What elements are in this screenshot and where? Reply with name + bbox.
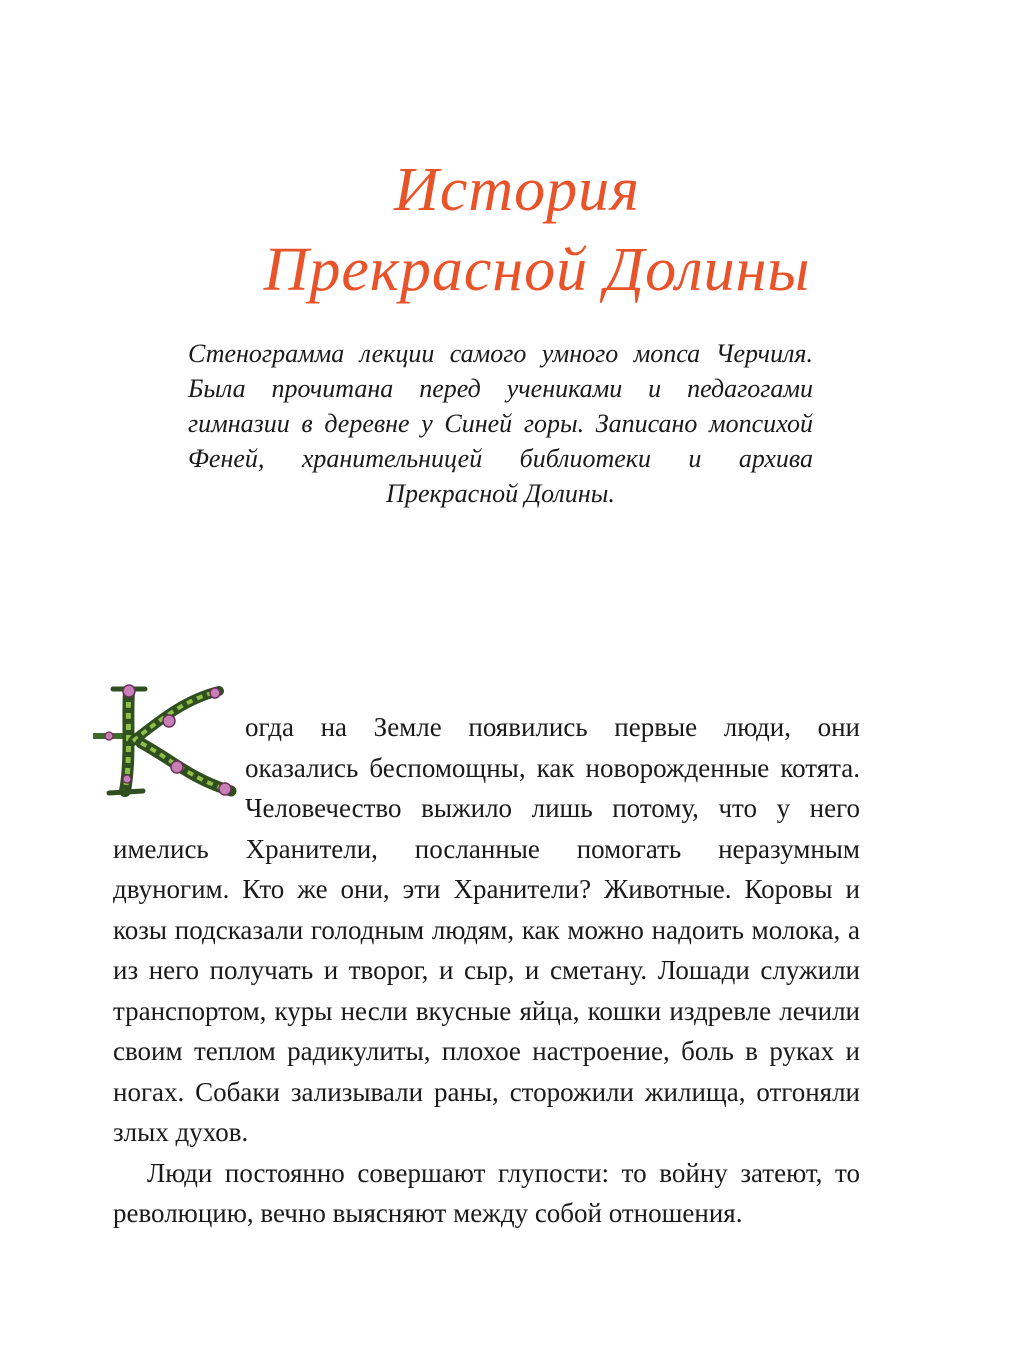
flower-icon — [171, 761, 183, 773]
chapter-title — [0, 150, 1034, 310]
flower-icon — [123, 685, 135, 697]
paragraph-2: Люди постоянно совершают глупости: то войну затеют, то революцию, вечно выясняют между собой отношения. — [113, 1157, 860, 1228]
paragraph-1-text: огда на Земле появились первые люди, они оказались беспомощны, как новорожденные котята. Человечество выжило лишь потому, что у него имелись Хранители, посланные помогать неразумным двуногим. Кто же они, эти Хранители? Животные. Коровы и козы подсказали голодным людям, как можно надоить молока, а из него получать и творог, и сыр, и сметану. Лошади служили транспортом, куры несли вкусные яйца, кошки издревле лечили своим теплом радикулиты, плохое настроение, боль в руках и ногах. Собаки зализывали раны, сторожили жилища, отгоняли злых духов. — [113, 712, 860, 1147]
flower-icon — [210, 688, 220, 698]
flower-icon — [163, 715, 175, 727]
flower-icon — [105, 732, 113, 740]
dropcap-arm — [133, 691, 219, 741]
chapter-title-line-2: Прекрасной Долины — [263, 236, 811, 304]
main-text — [113, 707, 860, 1234]
paragraph-1 — [113, 707, 860, 1153]
flower-icon — [219, 783, 231, 795]
floral-letter-k-icon — [91, 679, 239, 799]
chapter-title-line-1: История — [394, 156, 640, 224]
intro-epigraph: Стенограмма лекции самого умного мопса Черчиля. Была прочитана перед учениками и педагогами гимназии в деревне у Синей горы. Записано мопсихой Феней, хранительницей библиотеки и архива Прекрасной Долины. — [188, 339, 813, 508]
dropcap-bottom-serif — [109, 791, 143, 793]
decorated-dropcap — [91, 679, 239, 799]
flower-icon — [123, 775, 131, 783]
